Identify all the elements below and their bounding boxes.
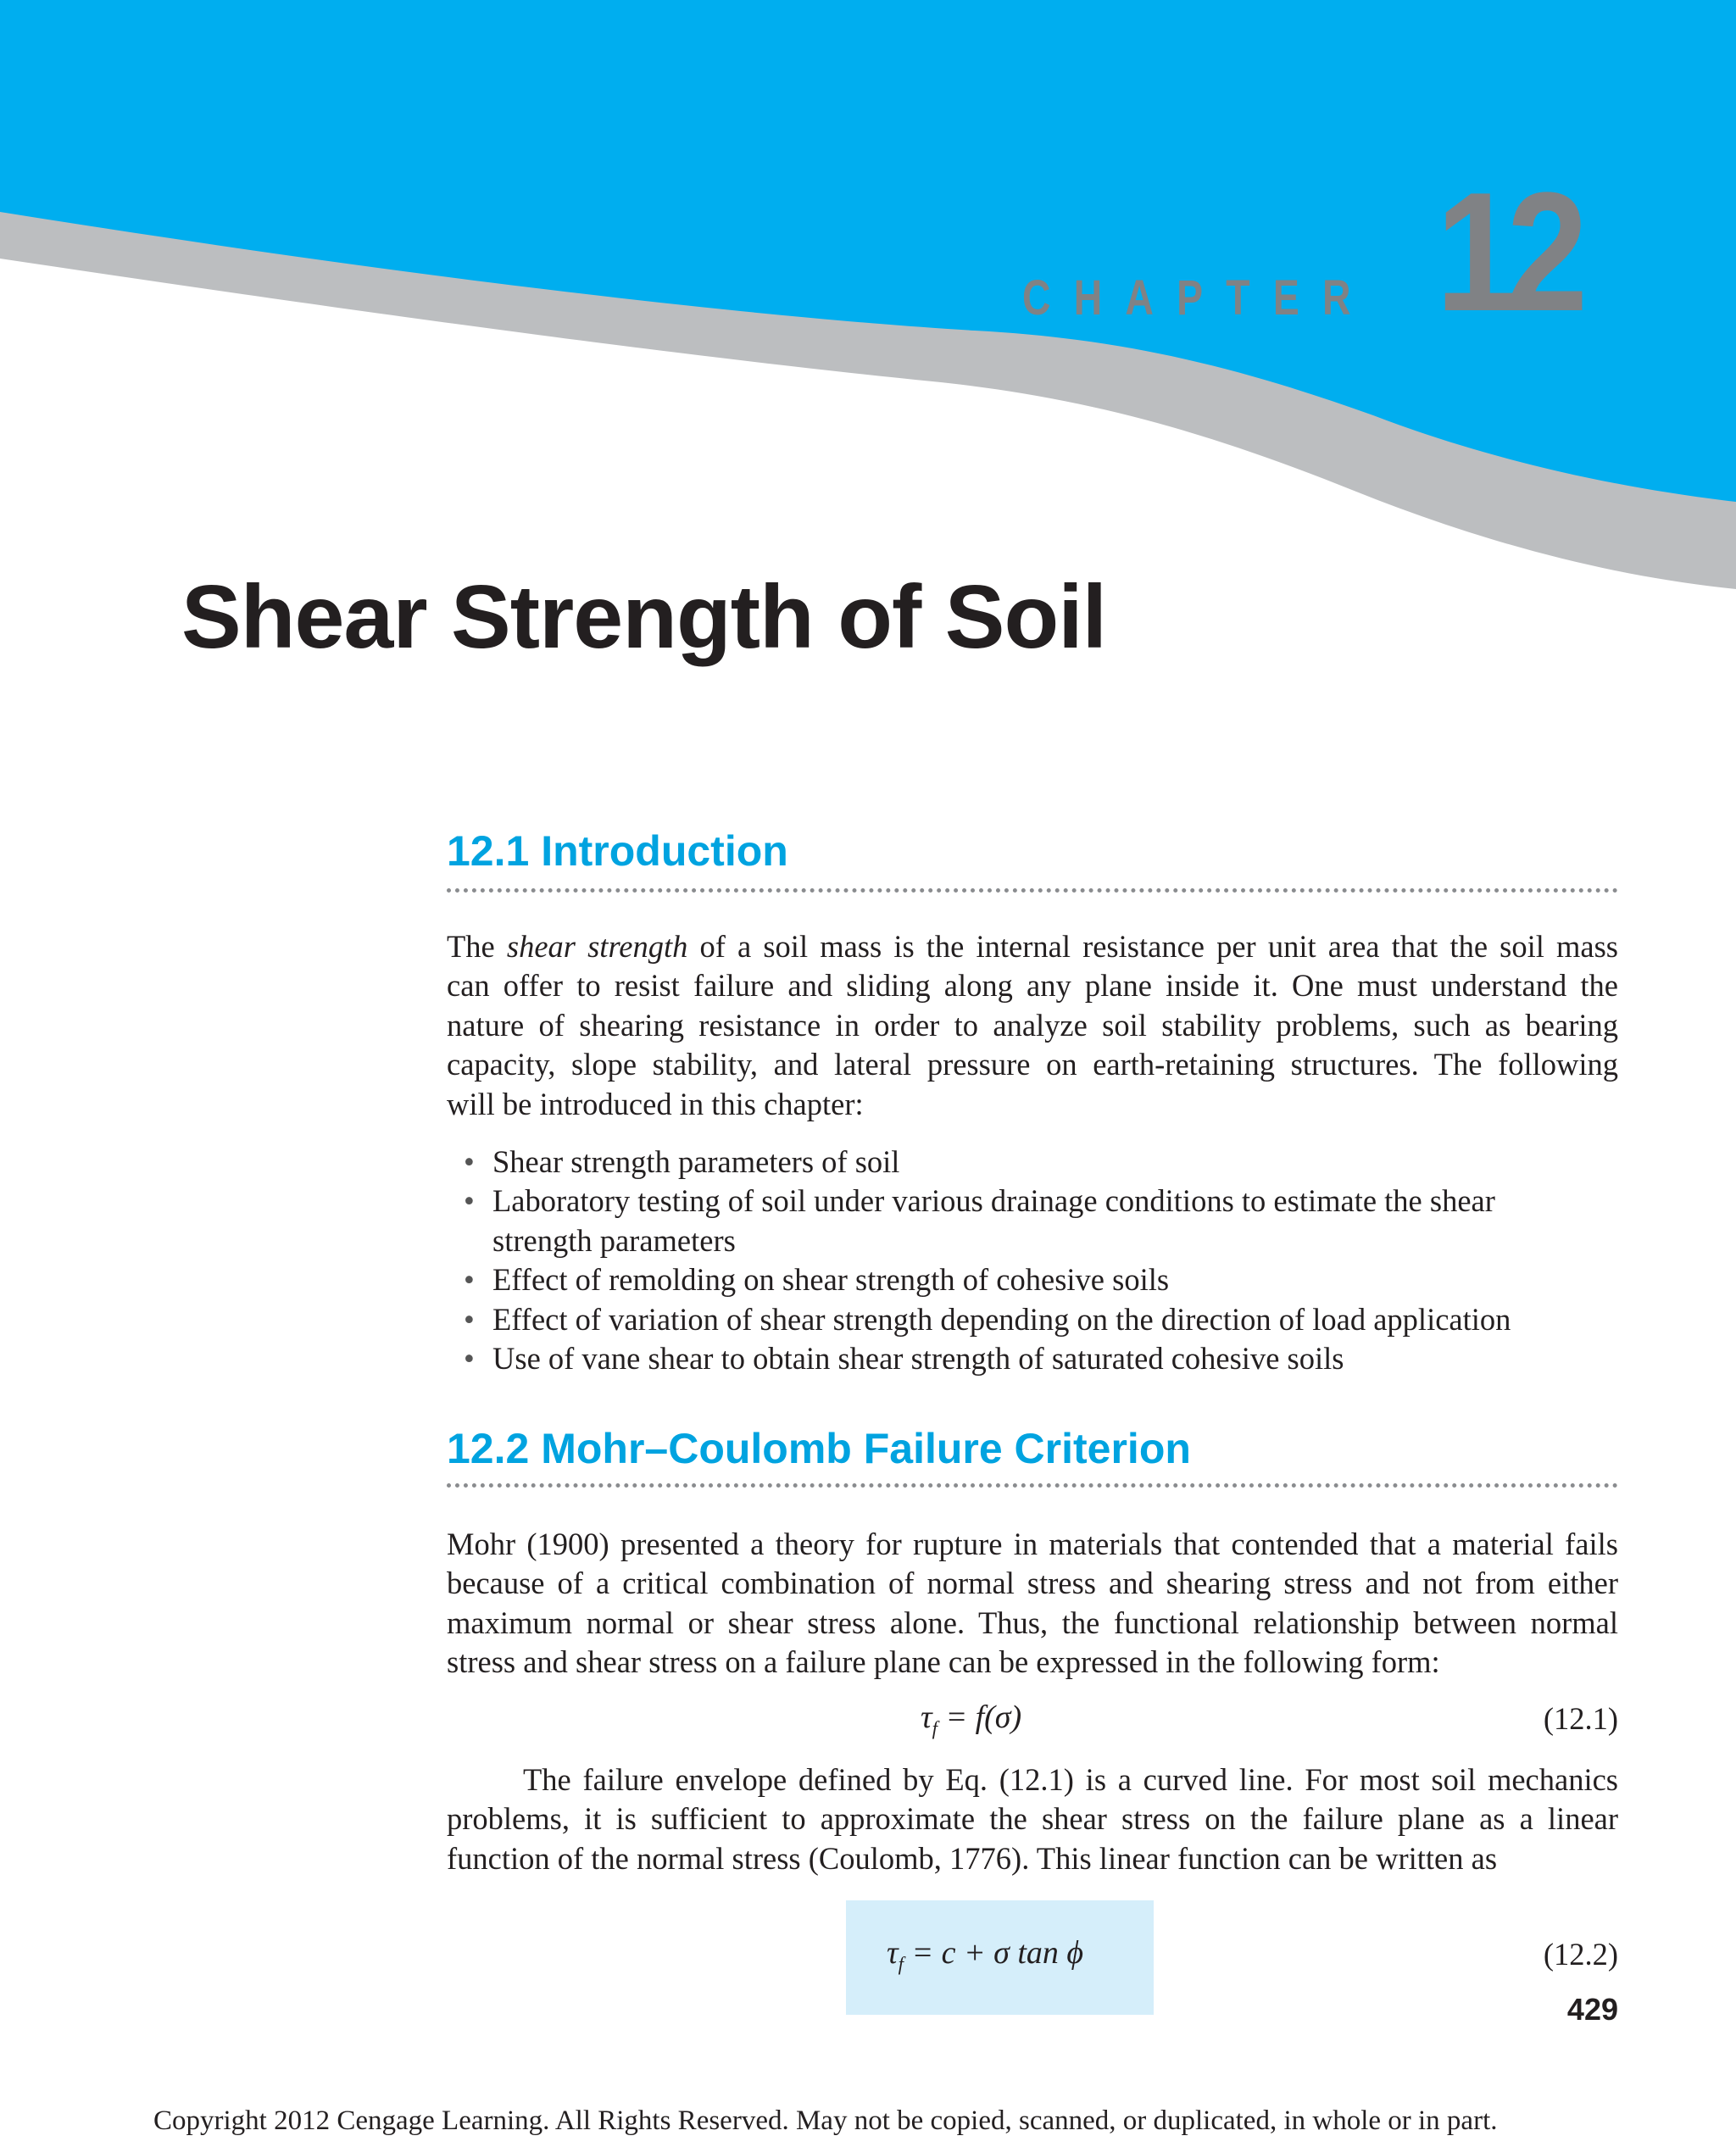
paragraph-line: maximum normal or shear stress alone. Thus, the functional relationship between normal [447,1605,1618,1640]
list-item: • Effect of variation of shear strength depending on the direction of load application [447,1300,1618,1339]
paragraph-line: stress and shear stress on a failure plane can be expressed in the following form: [447,1644,1440,1680]
topics-list [447,1143,1618,1378]
page-number: 429 [1566,1992,1618,2027]
bullet-icon: • [464,1183,475,1219]
equation-number: (12.1) [1543,1701,1618,1736]
emphasis-term: shear strength [506,929,688,964]
section-heading-introduction: 12.1 Introduction [447,827,788,875]
list-item: • Effect of remolding on shear strength of cohesive soils [447,1260,1618,1299]
section-divider [447,888,1618,893]
paragraph-line: Mohr (1900) presented a theory for rupture in materials that contended that a material fails [447,1527,1618,1561]
section-heading-mohr-coulomb: 12.2 Mohr–Coulomb Failure Criterion [447,1425,1191,1472]
paragraph-line: because of a critical combination of normal stress and shearing stress and not from either [447,1566,1618,1601]
page-title: Shear Strength of Soil [181,567,1107,667]
paragraph-line: capacity, slope stability, and lateral pressure on earth-retaining structures. The following [447,1047,1618,1082]
chapter-number: 12 [1436,158,1578,347]
list-item: • Shear strength parameters of soil [447,1143,1618,1182]
equation-12-2: $\tau_f = c + \sigma$ tan ϕ [887,1935,1084,1975]
paragraph-line: can offer to resist failure and sliding along any plane inside it. One must understand the [447,968,1618,1004]
bullet-icon: • [464,1144,475,1179]
mohr-paragraph [447,1525,1618,1683]
list-item: • Laboratory testing of soil under various drainage conditions to estimate the shear strength parameters [464,1183,1495,1258]
section-divider [447,1483,1618,1488]
bullet-icon: • [464,1301,475,1337]
chapter-label: CHAPTER [1022,270,1374,325]
paragraph-line: The failure envelope defined by Eq. (12.1) is a curved line. For most soil mechanics [523,1762,1618,1797]
paragraph-line: problems, it is sufficient to approximate the shear stress on the failure plane as a linear [447,1801,1618,1837]
coulomb-paragraph [447,1760,1618,1878]
paragraph-line: nature of shearing resistance in order to analyze soil stability problems, such as bearing [447,1007,1618,1043]
intro-paragraph [447,927,1618,1124]
equation-number: (12.2) [1543,1937,1618,1972]
paragraph-line: function of the normal stress (Coulomb, 1776). This linear function can be written as [447,1840,1498,1876]
list-item: • Use of vane shear to obtain shear strength of saturated cohesive soils [447,1339,1618,1378]
equation-12-1: $\tau_f = f(\sigma)$ [921,1699,1022,1739]
paragraph-line: The shear strength of a soil mass is the internal resistance per unit area that the soil mass [447,929,1618,964]
bullet-icon: • [464,1262,475,1298]
copyright-notice: Copyright 2012 Cengage Learning. All Rights Reserved. May not be copied, scanned, or duplicated, in whole or in part. [153,2105,1498,2136]
bullet-icon: • [464,1341,475,1377]
paragraph-line: will be introduced in this chapter: [447,1086,864,1121]
